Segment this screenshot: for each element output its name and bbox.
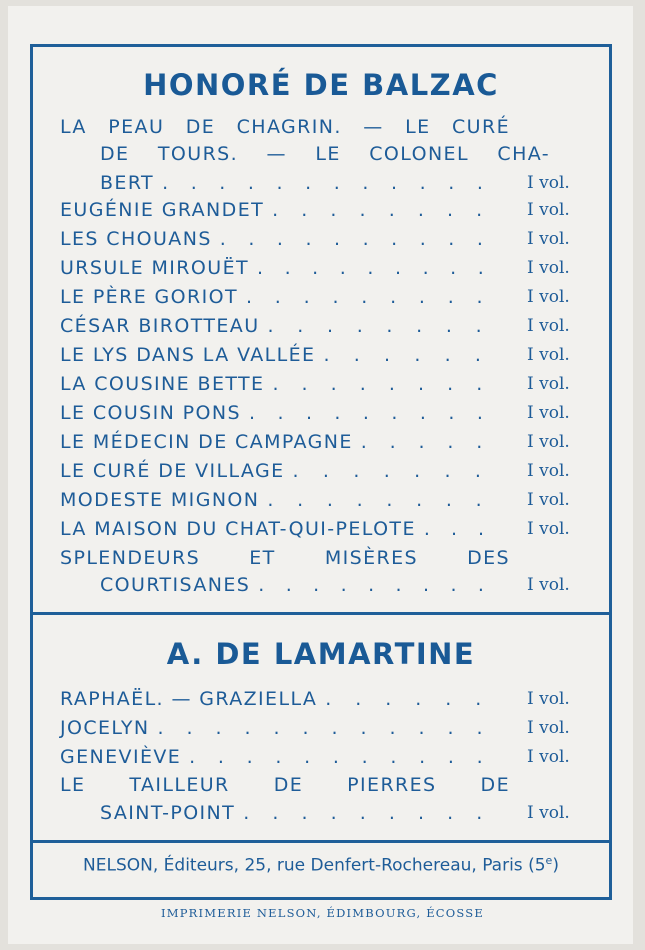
volume-count: I vol. bbox=[527, 718, 570, 738]
volume-count: I vol. bbox=[527, 689, 570, 709]
book-title-line: COURTISANES bbox=[100, 574, 251, 596]
volume-count: I vol. bbox=[527, 432, 570, 452]
volume-count: I vol. bbox=[527, 519, 570, 539]
book-title-line: LE TAILLEUR DE PIERRES DE bbox=[60, 774, 510, 796]
volume-count: I vol. bbox=[527, 461, 570, 481]
volume-count: I vol. bbox=[527, 403, 570, 423]
book-title-line: MODESTE MIGNON bbox=[60, 489, 260, 511]
leader-dots: ....... bbox=[292, 460, 506, 482]
book-title-line: EUGÉNIE GRANDET bbox=[60, 199, 265, 221]
book-title-line: LES CHOUANS bbox=[60, 228, 212, 250]
volume-count: I vol. bbox=[527, 374, 570, 394]
volume-count: I vol. bbox=[527, 287, 570, 307]
book-title-line: LE LYS DANS LA VALLÉE bbox=[60, 344, 316, 366]
book-title-line: LE MÉDECIN DE CAMPAGNE bbox=[60, 431, 353, 453]
book-title-line: DE TOURS. — LE COLONEL CHA- bbox=[100, 143, 550, 165]
book-title-line: GENEVIÈVE bbox=[60, 746, 182, 768]
book-title-line: LA PEAU DE CHAGRIN. — LE CURÉ bbox=[60, 116, 510, 138]
leader-dots: ........ bbox=[267, 315, 506, 337]
volume-count: I vol. bbox=[527, 258, 570, 278]
leader-dots: ......... bbox=[245, 286, 506, 308]
leader-dots: ... bbox=[423, 518, 506, 540]
book-title-line: LA COUSINE BETTE bbox=[60, 373, 265, 395]
book-title-line: BERT bbox=[100, 172, 155, 194]
volume-count: I vol. bbox=[527, 345, 570, 365]
leader-dots: ......... bbox=[258, 574, 506, 596]
leader-dots: ......... bbox=[256, 257, 506, 279]
publisher-line: NELSON, Éditeurs, 25, rue Denfert-Rochereau, Paris (5e) bbox=[83, 854, 559, 876]
volume-count: I vol. bbox=[527, 316, 570, 336]
author-heading-balzac: HONORÉ DE BALZAC bbox=[143, 68, 499, 102]
volume-count: I vol. bbox=[527, 229, 570, 249]
book-title-line: LE COUSIN PONS bbox=[60, 402, 241, 424]
volume-count: I vol. bbox=[527, 490, 570, 510]
volume-count: I vol. bbox=[527, 803, 570, 823]
volume-count: I vol. bbox=[527, 747, 570, 767]
volume-count: I vol. bbox=[527, 200, 570, 220]
leader-dots: ........... bbox=[189, 746, 506, 768]
leader-dots: ......... bbox=[248, 402, 506, 424]
author-heading-lamartine: A. DE LAMARTINE bbox=[166, 637, 476, 671]
leader-dots: ......... bbox=[243, 802, 506, 824]
book-title-line: URSULE MIROUËT bbox=[60, 257, 249, 279]
book-title-line: CÉSAR BIROTTEAU bbox=[60, 315, 260, 337]
book-title-line: JOCELYN bbox=[60, 717, 150, 739]
volume-count: I vol. bbox=[527, 575, 570, 595]
book-title-line: LE CURÉ DE VILLAGE bbox=[60, 460, 285, 482]
printer-imprint: IMPRIMERIE NELSON, ÉDIMBOURG, ÉCOSSE bbox=[161, 906, 484, 920]
book-title-line: SAINT-POINT bbox=[100, 802, 236, 824]
leader-dots: ........ bbox=[272, 373, 506, 395]
leader-dots: ............ bbox=[162, 172, 506, 194]
leader-dots: ............ bbox=[157, 717, 506, 739]
leader-dots: ...... bbox=[325, 688, 506, 710]
leader-dots: ........ bbox=[272, 199, 506, 221]
book-title-line: RAPHAËL. — GRAZIELLA bbox=[60, 688, 318, 710]
book-title-line: LE PÈRE GORIOT bbox=[60, 286, 238, 308]
leader-dots: ..... bbox=[360, 431, 506, 453]
leader-dots: ...... bbox=[323, 344, 506, 366]
volume-count: I vol. bbox=[527, 173, 570, 193]
leader-dots: .......... bbox=[219, 228, 506, 250]
book-title-line: SPLENDEURS ET MISÈRES DES bbox=[60, 547, 510, 569]
leader-dots: ........ bbox=[267, 489, 506, 511]
book-title-line: LA MAISON DU CHAT-QUI-PELOTE bbox=[60, 518, 416, 540]
